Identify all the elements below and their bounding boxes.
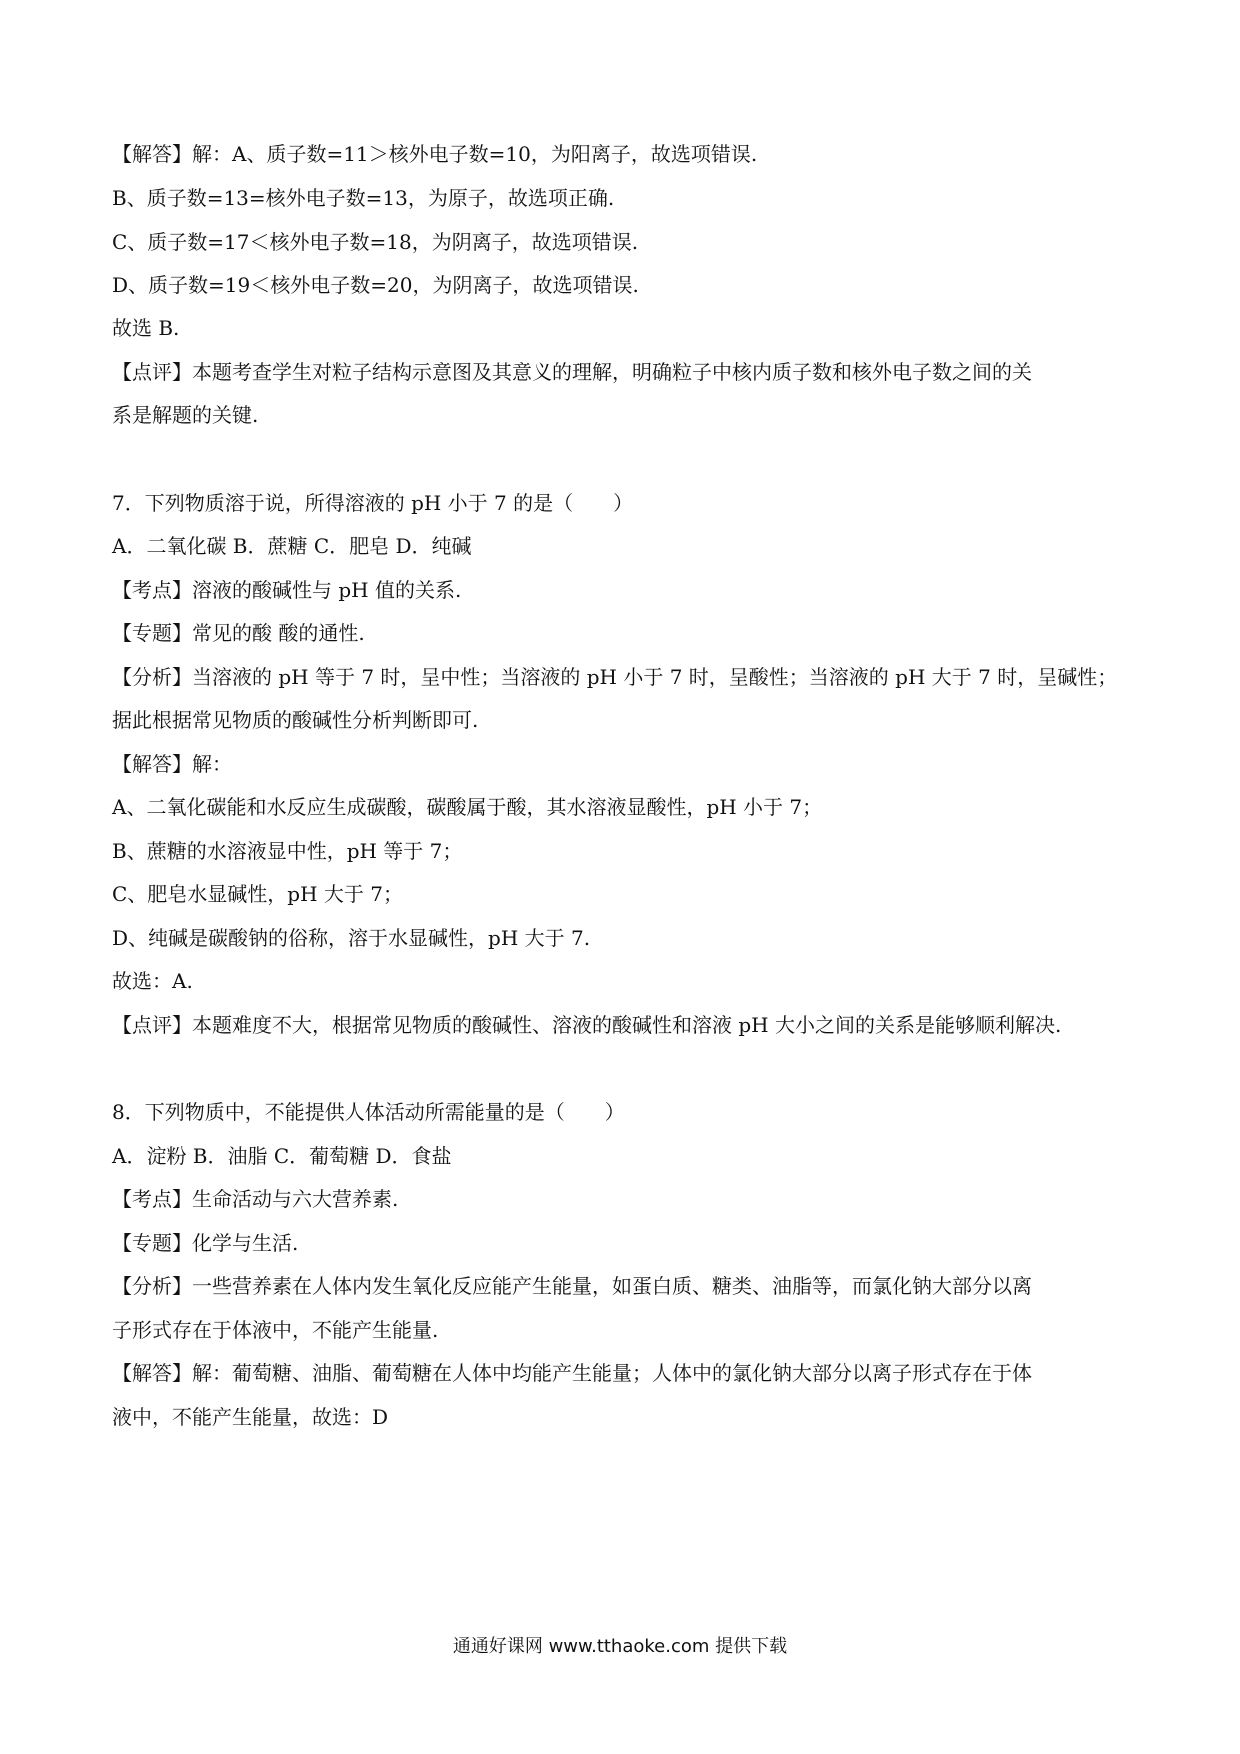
- q7-zhuanti: 【专题】常见的酸 酸的通性.: [112, 621, 365, 645]
- q7-answer-a: A、二氧化碳能和水反应生成碳酸，碳酸属于酸，其水溶液显酸性，pH 小于 7；: [112, 795, 823, 819]
- q7-review: 【点评】本题难度不大，根据常见物质的酸碱性、溶液的酸碱性和溶液 pH 大小之间的关系是能够顺利解决.: [112, 1013, 1062, 1037]
- q7-answer-d: D、纯碱是碳酸钠的俗称，溶于水显碱性，pH 大于 7.: [112, 926, 591, 950]
- q6-answer-d: D、质子数=19＜核外电子数=20，为阴离子，故选项错误.: [112, 273, 639, 297]
- q8-analysis-line-1: 【分析】一些营养素在人体内发生氧化反应能产生能量，如蛋白质、糖类、油脂等，而氯化钠大部分以离: [112, 1274, 1032, 1298]
- q7-analysis-line-2: 据此根据常见物质的酸碱性分析判断即可.: [112, 708, 479, 732]
- q7-answer-c: C、肥皂水显碱性，pH 大于 7；: [112, 882, 403, 906]
- q6-answer-c: C、质子数=17＜核外电子数=18，为阴离子，故选项错误.: [112, 230, 639, 254]
- q6-review-line-1: 【点评】本题考查学生对粒子结构示意图及其意义的理解，明确粒子中核内质子数和核外电子数之间的关: [112, 360, 1032, 384]
- q6-answer-b: B、质子数=13=核外电子数=13，为原子，故选项正确.: [112, 186, 615, 210]
- q6-answer-a: 【解答】解：A、质子数=11＞核外电子数=10，为阳离子，故选项错误.: [112, 142, 758, 166]
- q6-review-line-2: 系是解题的关键.: [112, 403, 259, 427]
- q7-answer-b: B、蔗糖的水溶液显中性，pH 等于 7；: [112, 839, 463, 863]
- footer-source: 通通好课网 www.tthaoke.com 提供下载: [452, 1636, 788, 1657]
- q8-analysis-line-2: 子形式存在于体液中，不能产生能量.: [112, 1318, 439, 1342]
- q7-analysis-line-1: 【分析】当溶液的 pH 等于 7 时，呈中性；当溶液的 pH 小于 7 时，呈酸性；当溶液的 pH 大于 7 时，呈碱性；: [112, 665, 1118, 689]
- q8-kaodian: 【考点】生命活动与六大营养素.: [112, 1187, 399, 1211]
- q7-options: A．二氧化碳 B．蔗糖 C．肥皂 D．纯碱: [112, 534, 472, 558]
- q7-choice: 故选：A.: [112, 969, 193, 993]
- q7-kaodian: 【考点】溶液的酸碱性与 pH 值的关系.: [112, 578, 462, 602]
- q7-answer-head: 【解答】解：: [112, 752, 232, 776]
- q8-answer-line-1: 【解答】解：葡萄糖、油脂、葡萄糖在人体中均能产生能量；人体中的氯化钠大部分以离子形式存在于体: [112, 1361, 1032, 1385]
- q8-question: 8．下列物质中，不能提供人体活动所需能量的是（ ）: [112, 1100, 625, 1124]
- q8-answer-line-2: 液中，不能产生能量，故选：D: [112, 1405, 389, 1429]
- q8-options: A．淀粉 B．油脂 C．葡萄糖 D．食盐: [112, 1144, 452, 1168]
- q8-zhuanti: 【专题】化学与生活.: [112, 1231, 299, 1255]
- q7-question: 7．下列物质溶于说，所得溶液的 pH 小于 7 的是（ ）: [112, 491, 634, 515]
- q6-choice: 故选 B.: [112, 316, 180, 340]
